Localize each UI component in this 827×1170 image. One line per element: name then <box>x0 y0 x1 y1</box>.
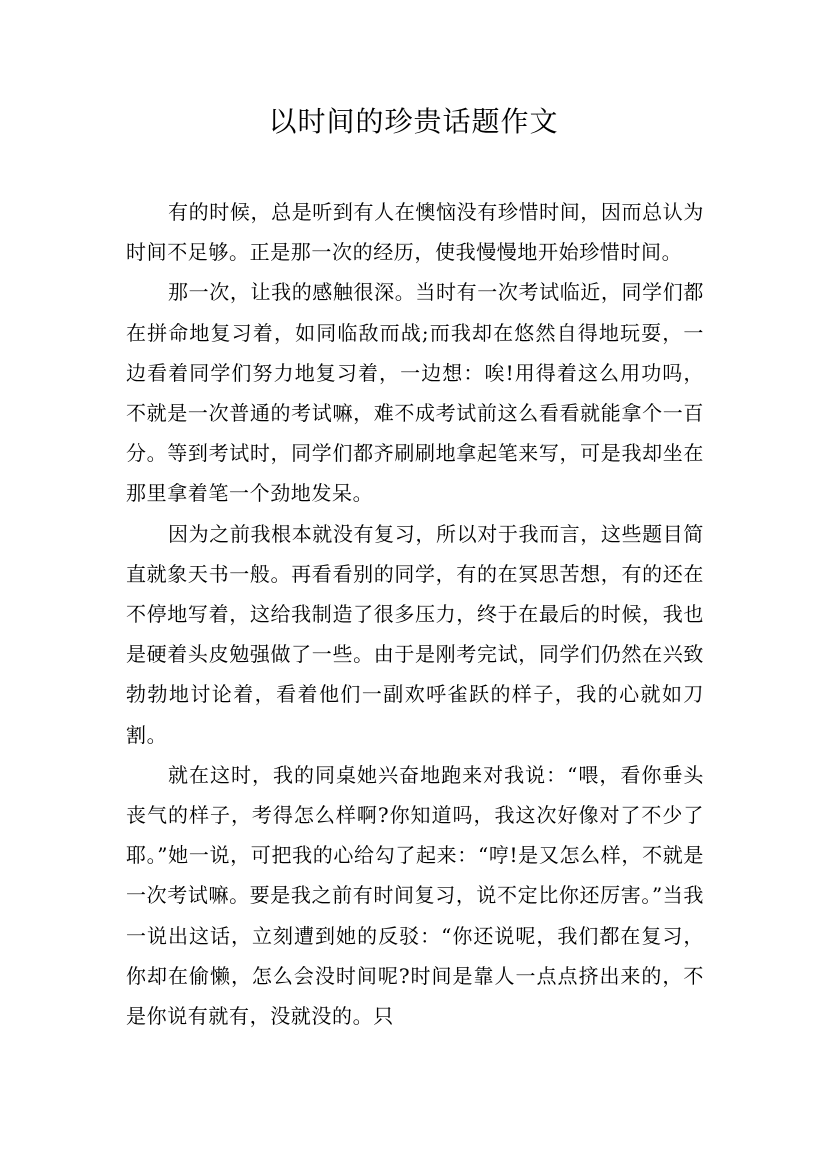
paragraph-3: 因为之前我根本就没有复习，所以对于我而言，这些题目简直就象天书一般。再看看别的同学，有的在冥思苦想，有的还在不停地写着，这给我制造了很多压力，终于在最后的时候，我也是硬着头皮勉强做了一些。由于是刚考完试，同学们仍然在兴致勃勃地讨论着，看着他们一副欢呼雀跃的样子，我的心就如刀割。 <box>126 521 704 747</box>
paragraph-4: 就在这时，我的同桌她兴奋地跑来对我说：“喂，看你垂头丧气的样子，考得怎么样啊?你知道吗，我这次好像对了不少了耶。”她一说，可把我的心给勾了起来：“哼!是又怎么样，不就是一次考试嘛。要是我之前有时间复习，说不定比你还厉害。”当我一说出这话，立刻遭到她的反驳：“你还说呢，我们都在复习，你却在偷懒，怎么会没时间呢?时间是靠人一点点挤出来的，不是你说有就有，没就没的。只 <box>126 762 704 1029</box>
document-title: 以时间的珍贵话题作文 <box>268 105 559 138</box>
paragraph-1: 有的时候，总是听到有人在懊恼没有珍惜时间，因而总认为时间不足够。正是那一次的经历，使我慢慢地开始珍惜时间。 <box>126 200 704 265</box>
paragraph-2: 那一次，让我的感触很深。当时有一次考试临近，同学们都在拼命地复习着，如同临敌而战;而我却在悠然自得地玩耍，一边看着同学们努力地复习着，一边想：唉!用得着这么用功吗，不就是一次普通的考试嘛，难不成考试前这么看看就能拿个一百分。等到考试时，同学们都齐刷刷地拿起笔来写，可是我却坐在那里拿着笔一个劲地发呆。 <box>126 280 704 506</box>
document-body <box>126 192 704 1036</box>
